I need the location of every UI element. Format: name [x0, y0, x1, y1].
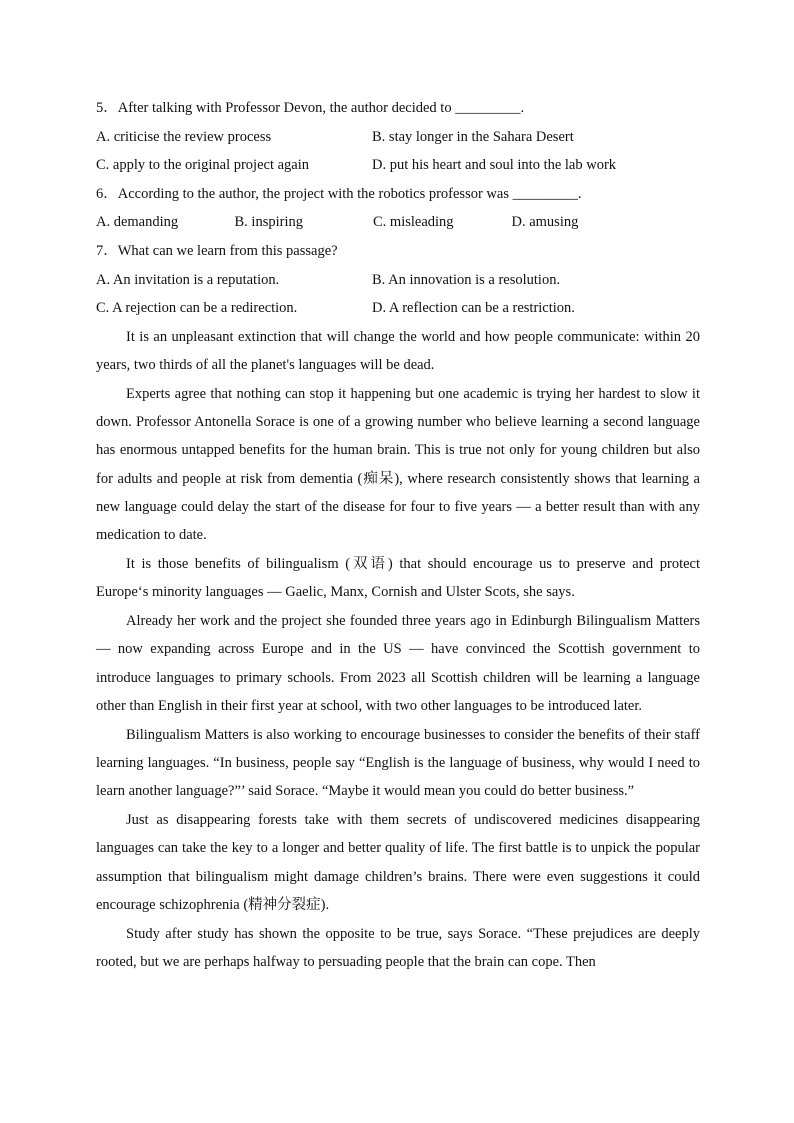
passage-paragraph-6: Just as disappearing forests take with them secrets of undiscovered medicines disappearing languages can take the key to a longer and better quality of life. The first battle is to unpick the popular assumption that bilingualism might damage children’s brains. There were even suggestions it could encourage schizophrenia (精神分裂症). [96, 812, 700, 913]
document-content [96, 94, 700, 976]
passage-paragraph-4: Already her work and the project she founded three years ago in Edinburgh Bilingualism Matters — now expanding across Europe and in the US — have convinced the Scottish government to introduce languages to primary schools. From 2023 all Scottish children will be learning a language other than English in their first year at school, with two other languages to be introduced later. [96, 613, 700, 714]
question-6-option-b: B. inspiring [234, 214, 303, 231]
question-5-option-b: B. stay longer in the Sahara Desert [372, 128, 574, 145]
reading-passage [96, 323, 700, 976]
passage-paragraph-1: It is an unpleasant extinction that will change the world and how people communicate: within 20 years, two thirds of all the planet's languages will be dead. [96, 328, 700, 373]
question-5-stem: 5．After talking with Professor Devon, the author decided to _________. [96, 100, 525, 116]
question-6-option-c: C. misleading [373, 214, 454, 231]
question-6-stem: 6．According to the author, the project with the robotics professor was _________. [96, 185, 582, 202]
question-6-option-d: D. amusing [511, 214, 579, 231]
question-7-option-c: C. A rejection can be a redirection. [96, 300, 298, 317]
question-7-option-d: D. A reflection can be a restriction. [372, 300, 575, 317]
passage-paragraph-7: Study after study has shown the opposite to be true, says Sorace. “These prejudices are deeply rooted, but we are perhaps halfway to persuading people that the brain can cope. Then [96, 925, 700, 970]
question-5-option-a: A. criticise the review process [96, 128, 272, 145]
question-5-options-row-1 [96, 123, 700, 152]
question-7-option-a: A. An invitation is a reputation. [96, 271, 280, 288]
question-7-options-row-2 [96, 294, 700, 323]
passage-paragraph-3: It is those benefits of bilingualism (双语) that should encourage us to preserve and protect Europe‘s minority languages — Gaelic, Manx, Cornish and Ulster Scots, she says. [96, 555, 700, 601]
question-7-options-row-1 [96, 266, 700, 295]
passage-paragraph-5: Bilingualism Matters is also working to encourage businesses to consider the benefits of their staff learning languages. “In business, people say “English is the language of business, why would I need to learn another language?”’ said Sorace. “Maybe it would mean you could do better business.” [96, 726, 700, 800]
question-5-options-row-2 [96, 151, 700, 180]
question-6-option-a: A. demanding [96, 214, 179, 231]
question-5-option-c: C. apply to the original project again [96, 157, 310, 174]
question-5-option-d: D. put his heart and soul into the lab work [372, 157, 617, 174]
passage-paragraph-2: Experts agree that nothing can stop it happening but one academic is trying her hardest to slow it down. Professor Antonella Sorace is one of a growing number who believe learning a second language has enormous untapped benefits for the human brain. This is true not only for young children but also for adults and people at risk from dementia (痴呆), where research consistently shows that learning a new language could delay the start of the disease for four to five years — a better result than with any medication to date. [96, 385, 700, 543]
question-7-stem: 7．What can we learn from this passage? [96, 242, 338, 259]
question-6-options-row [96, 208, 700, 237]
question-7-option-b: B. An innovation is a resolution. [372, 271, 561, 288]
